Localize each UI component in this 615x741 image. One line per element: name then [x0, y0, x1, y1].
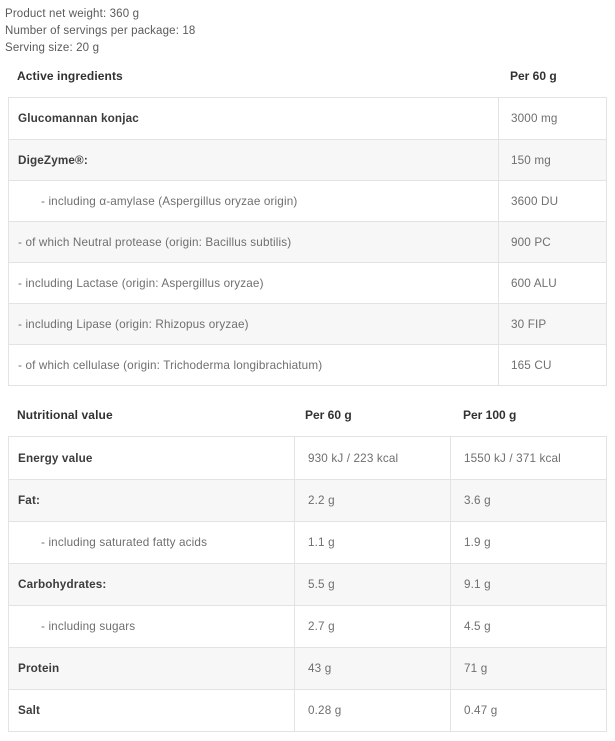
active-ingredients-title: Active ingredients [17, 69, 123, 83]
table-row [9, 689, 606, 731]
ingredient-value: 3000 mg [498, 98, 606, 139]
table-row [9, 647, 606, 689]
nutrient-per100g-value: 9.1 g [450, 564, 606, 605]
active-ingredients-header [0, 69, 615, 84]
table-row [9, 180, 606, 221]
table-row [9, 98, 606, 139]
nutrient-label: - including saturated fatty acids [41, 536, 208, 549]
table-row [9, 262, 606, 303]
ingredient-label: - including Lactase (origin: Aspergillus oryzae) [18, 276, 264, 290]
table-row [9, 521, 606, 563]
nutrient-label: Energy value [18, 451, 93, 465]
ingredient-label: - including α-amylase (Aspergillus oryzae origin) [41, 194, 298, 208]
nutrient-label: Carbohydrates: [18, 578, 107, 591]
nutrient-per60g-value: 5.5 g [294, 564, 450, 605]
nutritional-value-header [0, 408, 615, 423]
nutritional-value-table [8, 436, 607, 732]
ingredient-label: DigeZyme®: [18, 153, 88, 167]
nutritional-value-title: Nutritional value [17, 408, 113, 422]
servings-per-package: Number of servings per package: 18 [5, 25, 196, 37]
nutrient-label: - including sugars [41, 620, 136, 633]
nutrient-per100g-value: 1.9 g [450, 522, 606, 563]
nutrient-per60g-value: 0.28 g [294, 690, 450, 731]
nutrient-label: Salt [18, 704, 41, 717]
nutrient-per100g-value: 71 g [450, 648, 606, 689]
ingredient-value: 600 ALU [498, 263, 606, 303]
ingredient-value: 165 CU [498, 345, 606, 385]
ingredient-label: Glucomannan konjac [18, 112, 139, 125]
nutrient-per60g-value: 930 kJ / 223 kcal [294, 437, 450, 479]
ingredient-label: - of which cellulase (origin: Trichoderma longibrachiatum) [18, 358, 323, 372]
nutritional-per100g-header: Per 100 g [463, 408, 517, 422]
nutrient-per100g-value: 1550 kJ / 371 kcal [450, 437, 606, 479]
ingredient-value: 3600 DU [498, 181, 606, 221]
table-row [9, 221, 606, 262]
product-info-block [0, 0, 615, 57]
nutrient-per60g-value: 1.1 g [294, 522, 450, 563]
nutrient-per100g-value: 3.6 g [450, 480, 606, 521]
table-row [9, 563, 606, 605]
nutrient-label: Fat: [18, 494, 41, 507]
table-row [9, 437, 606, 479]
serving-size: Serving size: 20 g [5, 42, 100, 54]
product-net-weight: Product net weight: 360 g [5, 8, 140, 20]
table-row [9, 344, 606, 385]
table-row [9, 479, 606, 521]
table-row [9, 605, 606, 647]
nutrient-per100g-value: 0.47 g [450, 690, 606, 731]
nutrient-per60g-value: 43 g [294, 648, 450, 689]
nutrient-label: Protein [18, 662, 60, 675]
ingredient-value: 30 FIP [498, 304, 606, 344]
table-row [9, 303, 606, 344]
nutrient-per60g-value: 2.7 g [294, 606, 450, 647]
ingredient-value: 900 PC [498, 222, 606, 262]
table-row [9, 139, 606, 180]
nutrient-per100g-value: 4.5 g [450, 606, 606, 647]
ingredient-label: - of which Neutral protease (origin: Bacillus subtilis) [18, 235, 292, 249]
active-ingredients-table [8, 97, 607, 386]
ingredient-label: - including Lipase (origin: Rhizopus oryzae) [18, 317, 249, 331]
nutritional-per60g-header: Per 60 g [305, 408, 352, 422]
nutrient-per60g-value: 2.2 g [294, 480, 450, 521]
active-ingredients-per60g-header: Per 60 g [510, 69, 557, 83]
ingredient-value: 150 mg [498, 140, 606, 180]
